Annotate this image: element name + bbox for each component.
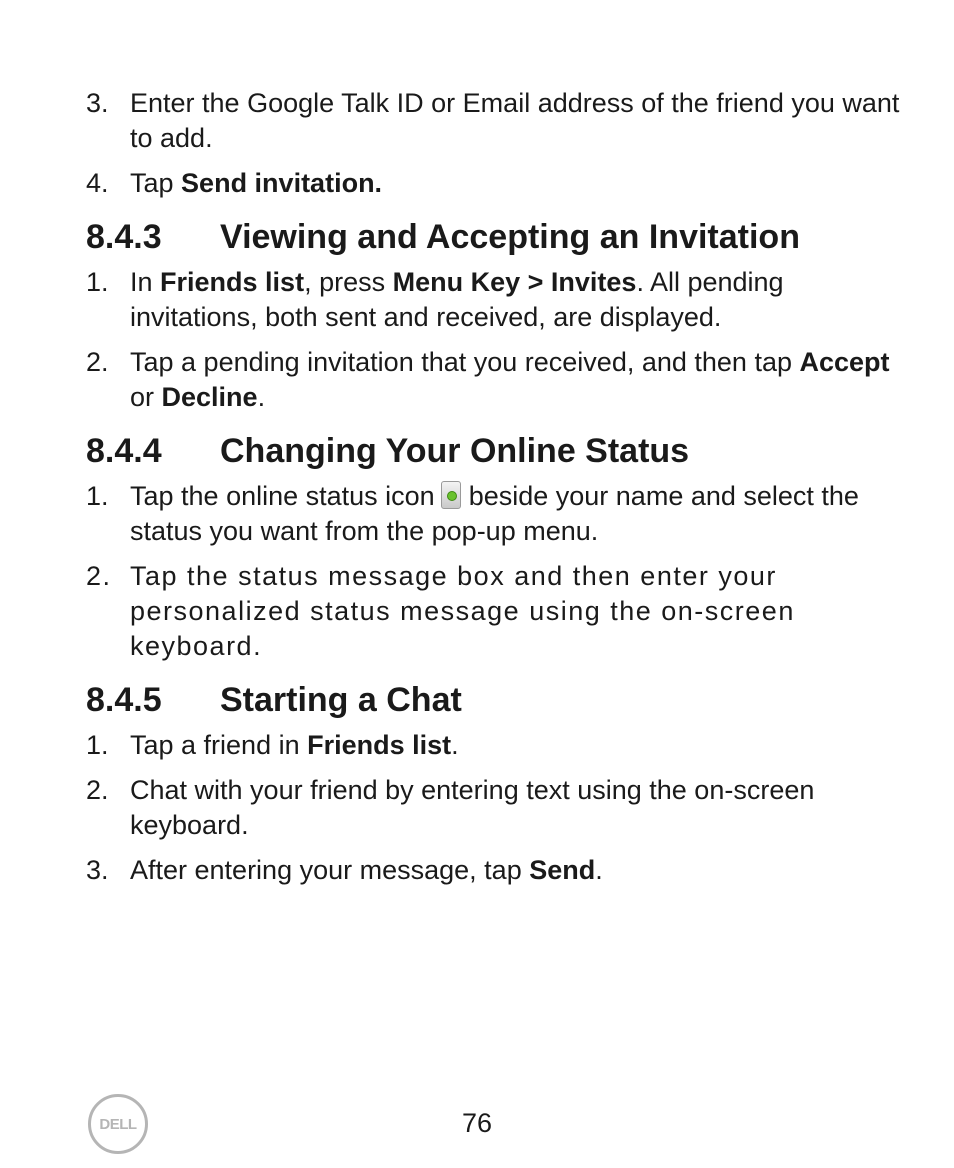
online-status-icon: [441, 481, 461, 509]
list-item: [86, 479, 906, 549]
ui-term: Friends list: [160, 267, 305, 297]
list-item: [86, 559, 906, 664]
step-number: 1.: [86, 267, 109, 297]
step-text: .: [595, 855, 603, 885]
section-title: Viewing and Accepting an Invitation: [220, 218, 800, 256]
ui-term: Menu Key > Invites: [392, 267, 637, 297]
section-number: 8.4.4: [86, 432, 162, 470]
step-text: . All pending invitations, both sent and received, are displayed.: [130, 267, 784, 332]
list-item: [86, 86, 906, 156]
list-item: [86, 853, 906, 888]
section-heading: [86, 431, 906, 471]
step-number: 1.: [86, 730, 109, 760]
list-item: [86, 345, 906, 415]
step-number: 2.: [86, 775, 109, 805]
step-number: 4.: [86, 168, 109, 198]
section-heading: [86, 217, 906, 257]
step-text: Tap: [130, 168, 182, 198]
step-text: or: [130, 382, 162, 412]
page-number: 76: [461, 1108, 493, 1138]
list-item: [86, 166, 906, 201]
ui-term: Send: [529, 855, 596, 885]
step-text: .: [257, 382, 266, 412]
step-text: , press: [304, 267, 393, 297]
step-text: Chat with your friend by entering text using the on-screen keyboard.: [130, 775, 815, 840]
step-text: Tap a friend in: [130, 730, 308, 760]
list-item: [86, 265, 906, 335]
step-text: Tap a pending invitation that you received, and then tap: [130, 347, 800, 377]
ui-term: Send invitation.: [181, 168, 383, 198]
step-number: 2.: [86, 561, 112, 591]
step-number: 3.: [86, 88, 109, 118]
step-text: beside your name and select the status you want from the pop-up menu.: [130, 481, 859, 546]
section-heading: [86, 680, 906, 720]
step-text: In: [130, 267, 161, 297]
step-number: 1.: [86, 481, 109, 511]
page-content: [86, 86, 906, 898]
step-text: Tap the status message box and then enter your personalized status message using the on-screen keyboard.: [130, 561, 795, 661]
step-text: .: [451, 730, 459, 760]
step-number: 3.: [86, 855, 109, 885]
section-title: Changing Your Online Status: [220, 432, 690, 470]
step-text: After entering your message, tap: [130, 855, 530, 885]
step-text: Tap the online status icon: [130, 481, 435, 511]
section-number: 8.4.3: [86, 218, 162, 256]
list-item: [86, 773, 906, 843]
step-number: 2.: [86, 347, 109, 377]
list-item: [86, 728, 906, 763]
logo-text: DELL: [99, 1115, 137, 1133]
section-title: Starting a Chat: [220, 681, 462, 719]
section-number: 8.4.5: [86, 681, 162, 719]
step-text: Enter the Google Talk ID or Email address of the friend you want to add.: [130, 88, 900, 153]
ui-term: Accept: [799, 347, 890, 377]
ui-term: Friends list: [307, 730, 452, 760]
ui-term: Decline: [161, 382, 258, 412]
